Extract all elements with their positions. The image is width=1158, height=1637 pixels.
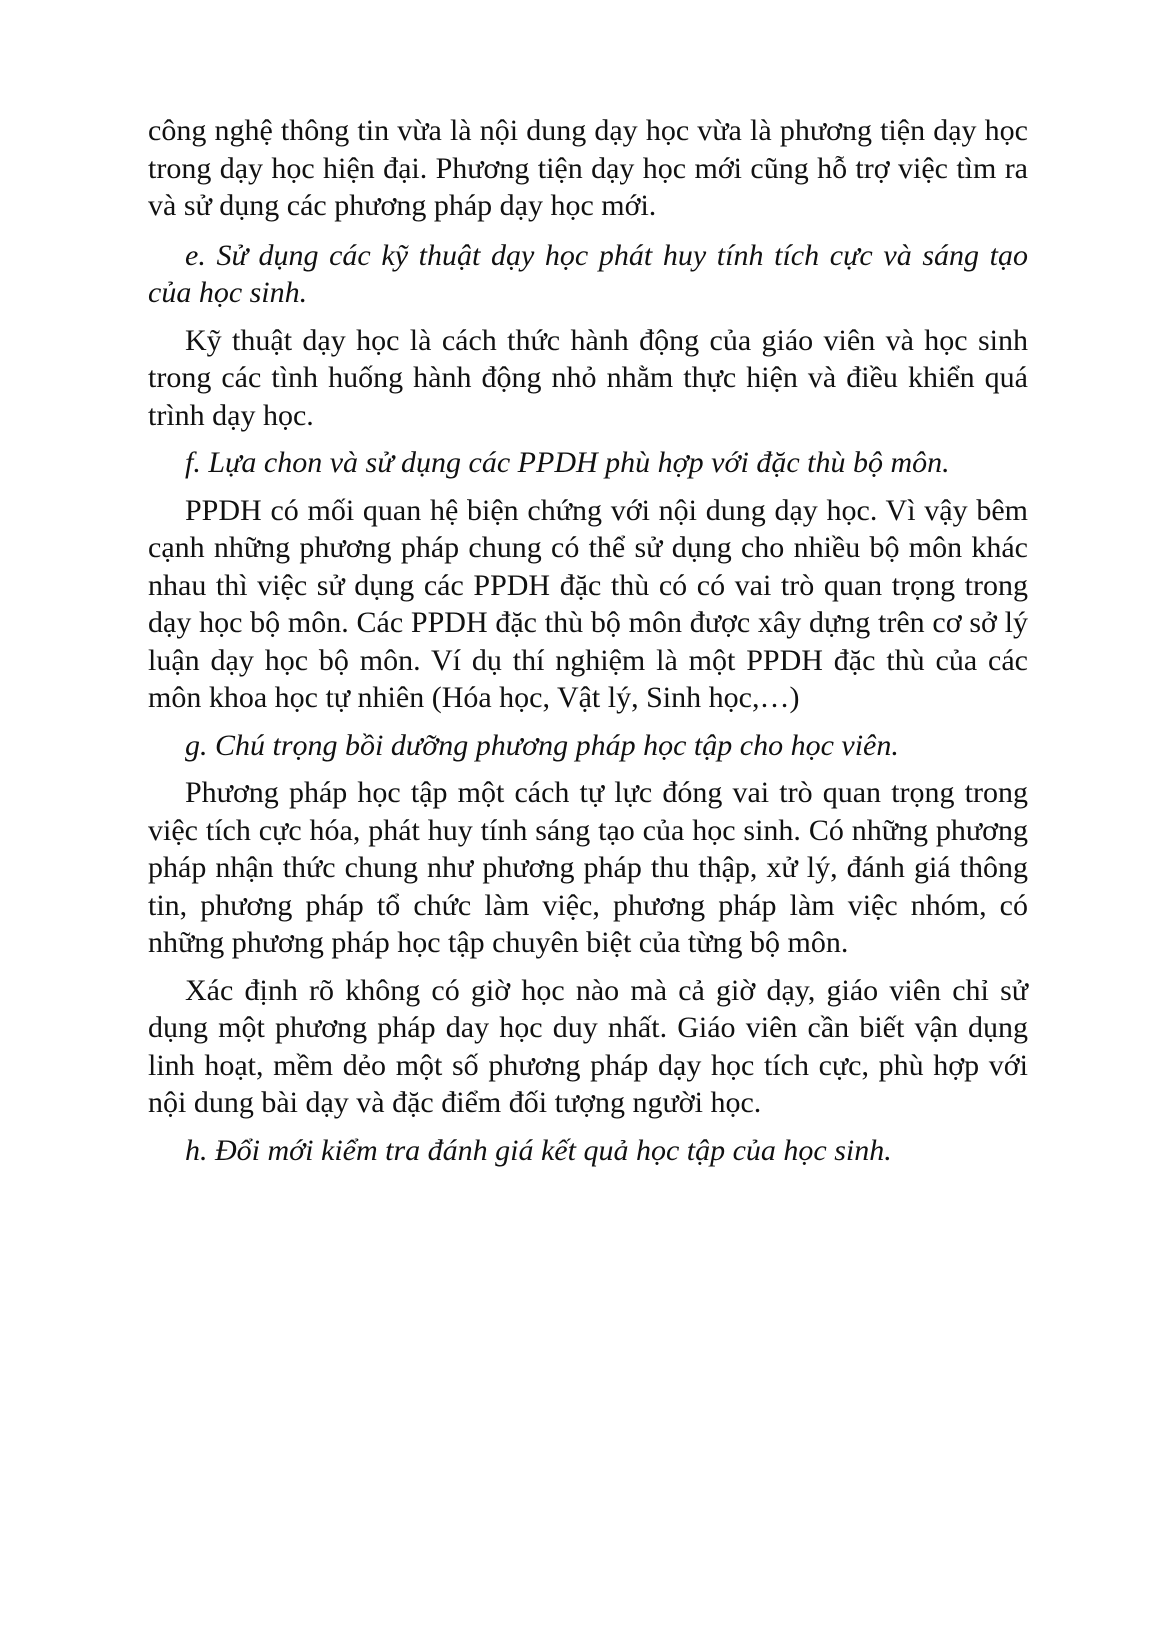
section-heading-g: g. Chú trọng bồi dưỡng phương pháp học tập cho học viên. <box>185 728 899 762</box>
section-heading-f: f. Lựa chon và sử dụng các PPDH phù hợp với đặc thù bộ môn. <box>185 446 950 479</box>
paragraph-learning-methods: Phương pháp học tập một cách tự lực đóng vai trò quan trọng trong việc tích cực hóa, phát huy tính sáng tạo của học sinh. Có những phương pháp nhận thức chung như phương pháp thu thập, xử lý, đánh giá thông tin, phương pháp tổ chức làm việc, phương pháp làm việc nhóm, có những phương pháp học tập chuyên biệt của từng bộ môn. <box>148 776 1028 959</box>
section-heading-e: e. Sử dụng các kỹ thuật dạy học phát huy tính tích cực và sáng tạo của học sinh. <box>148 238 1028 309</box>
paragraph-subject-specific-methods: PPDH có mối quan hệ biện chứng với nội dung dạy học. Vì vậy bêm cạnh những phương pháp chung có thể sử dụng cho nhiều bộ môn khác nhau thì việc sử dụng các PPDH đặc thù có có vai trò quan trọng trong dạy học bộ môn. Các PPDH đặc thù bộ môn được xây dựng trên cơ sở lý luận dạy học bộ môn. Ví dụ thí nghiệm là một PPDH đặc thù của các môn khoa học tự nhiên (Hóa học, Vật lý, Sinh học,…) <box>148 493 1028 714</box>
paragraph-teaching-techniques: Kỹ thuật dạy học là cách thức hành động của giáo viên và học sinh trong các tình huống hành động nhỏ nhằm thực hiện và điều khiển quá trình dạy học. <box>148 323 1028 432</box>
paragraph-flexible-methods: Xác định rõ không có giờ học nào mà cả giờ dạy, giáo viên chỉ sử dụng một phương pháp day học duy nhất. Giáo viên cần biết vận dụng linh hoạt, mềm dẻo một số phương pháp dạy học tích cực, phù hợp với nội dung bài dạy và đặc điểm đối tượng người học. <box>148 973 1028 1119</box>
paragraph-continuation: công nghệ thông tin vừa là nội dung dạy học vừa là phương tiện dạy học trong dạy học hiện đại. Phương tiện dạy học mới cũng hỗ trợ việc tìm ra và sử dụng các phương pháp dạy học mới. <box>148 114 1028 222</box>
section-heading-h: h. Đổi mới kiểm tra đánh giá kết quả học tập của học sinh. <box>185 1133 892 1167</box>
document-body <box>148 112 1028 1179</box>
